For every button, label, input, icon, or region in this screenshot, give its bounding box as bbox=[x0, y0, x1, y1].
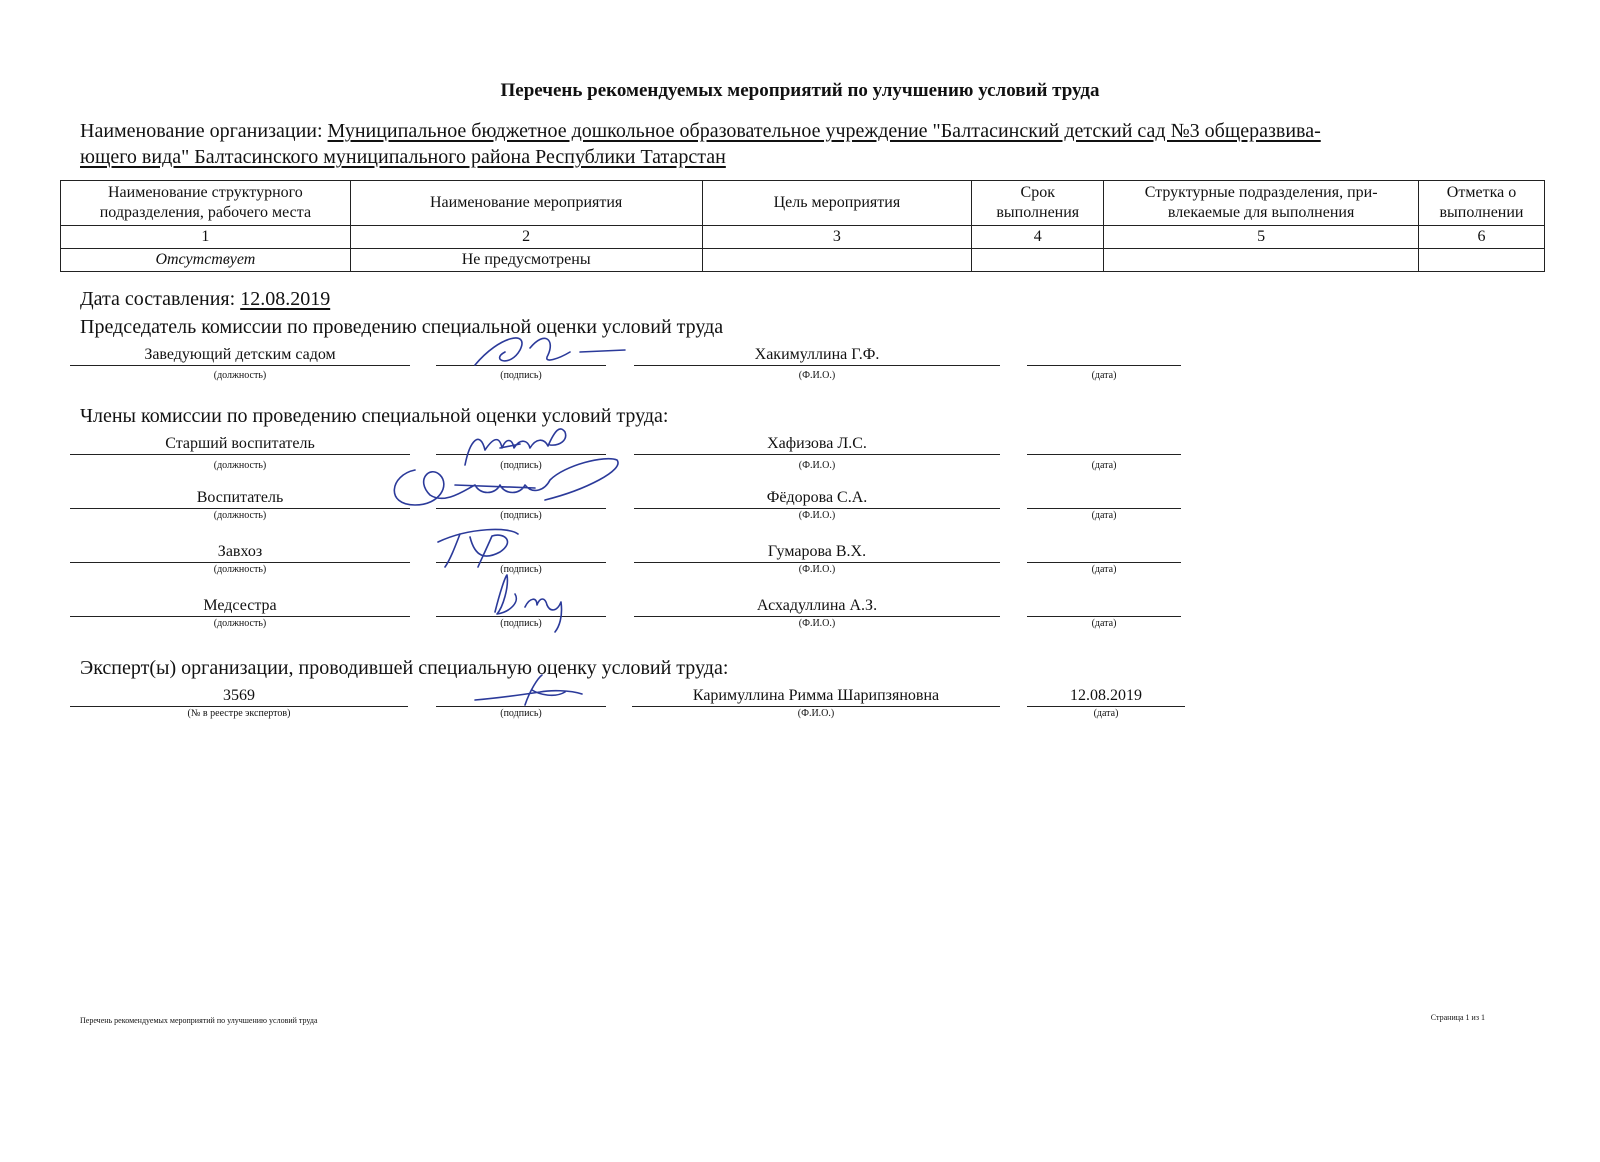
document-title: Перечень рекомендуемых мероприятий по улучшению условий труда bbox=[500, 80, 1100, 101]
member-fio: Хафизова Л.С. bbox=[634, 434, 1000, 455]
column-number: 4 bbox=[972, 226, 1104, 249]
date-compiled-label: Дата составления: bbox=[80, 288, 236, 310]
member-fio: Гумарова В.Х. bbox=[634, 542, 1000, 563]
expert-fio: Каримуллина Римма Шарипзяновна bbox=[632, 686, 1000, 707]
column-number: 1 bbox=[61, 226, 351, 249]
caption-fio: (Ф.И.О.) bbox=[798, 460, 836, 471]
member-position: Завхоз bbox=[70, 542, 410, 563]
organization-label: Наименование организации: bbox=[80, 120, 323, 142]
member-position: Старший воспитатель bbox=[70, 434, 410, 455]
member-date bbox=[1027, 488, 1181, 509]
caption-position: (должность) bbox=[213, 510, 267, 521]
footer-document-name: Перечень рекомендуемых мероприятий по улучшению условий труда bbox=[80, 1016, 318, 1025]
chairman-date bbox=[1027, 345, 1181, 366]
member-fio: Фёдорова С.А. bbox=[634, 488, 1000, 509]
caption-date: (дата) bbox=[1091, 510, 1117, 521]
member-fio: Асхадуллина А.З. bbox=[634, 596, 1000, 617]
caption-fio: (Ф.И.О.) bbox=[797, 708, 835, 719]
members-heading: Члены комиссии по проведению специальной оценки условий труда: bbox=[80, 405, 669, 427]
member-signature-mark bbox=[385, 450, 625, 515]
table-cell bbox=[1419, 249, 1545, 272]
caption-signature: (подпись) bbox=[500, 564, 542, 575]
caption-signature: (подпись) bbox=[500, 708, 542, 719]
caption-signature: (подпись) bbox=[500, 460, 542, 471]
table-header-row bbox=[61, 181, 1545, 226]
date-compiled bbox=[80, 288, 330, 311]
caption-date: (дата) bbox=[1091, 564, 1117, 575]
chairman-position: Заведующий детским садом bbox=[70, 345, 410, 366]
chairman-fio: Хакимуллина Г.Ф. bbox=[634, 345, 1000, 366]
caption-position: (должность) bbox=[213, 618, 267, 629]
caption-fio: (Ф.И.О.) bbox=[798, 618, 836, 629]
expert-signature-mark bbox=[470, 670, 590, 710]
caption-registry: (№ в реестре экспертов) bbox=[187, 708, 291, 719]
caption-fio: (Ф.И.О.) bbox=[798, 564, 836, 575]
chairman-signature-mark bbox=[470, 330, 630, 370]
header-cell-deadline: Срок выполнения bbox=[972, 181, 1104, 226]
caption-date: (дата) bbox=[1093, 708, 1119, 719]
caption-fio: (Ф.И.О.) bbox=[798, 510, 836, 521]
header-cell-departments: Структурные подразделения, при- влекаемые для выполнения bbox=[1104, 181, 1419, 226]
date-compiled-value: 12.08.2019 bbox=[240, 288, 331, 310]
caption-fio: (Ф.И.О.) bbox=[798, 370, 836, 381]
caption-position: (должность) bbox=[213, 370, 267, 381]
measures-table bbox=[60, 180, 1545, 272]
table-cell: Отсутствует bbox=[61, 249, 351, 272]
organization-block bbox=[80, 118, 1520, 170]
member-date bbox=[1027, 434, 1181, 455]
table-cell bbox=[702, 249, 972, 272]
caption-position: (должность) bbox=[213, 460, 267, 471]
chairman-heading: Председатель комиссии по проведению специальной оценки условий труда bbox=[80, 316, 724, 338]
member-position: Медсестра bbox=[70, 596, 410, 617]
header-cell-completion: Отметка о выполнении bbox=[1419, 181, 1545, 226]
table-number-row bbox=[61, 226, 1545, 249]
member-position: Воспитатель bbox=[70, 488, 410, 509]
expert-heading: Эксперт(ы) организации, проводившей специальную оценку условий труда: bbox=[80, 657, 729, 679]
column-number: 3 bbox=[702, 226, 972, 249]
caption-signature: (подпись) bbox=[500, 618, 542, 629]
column-number: 2 bbox=[350, 226, 702, 249]
caption-date: (дата) bbox=[1091, 460, 1117, 471]
table-row bbox=[61, 249, 1545, 272]
caption-signature: (подпись) bbox=[500, 510, 542, 521]
column-number: 6 bbox=[1419, 226, 1545, 249]
caption-position: (должность) bbox=[213, 564, 267, 575]
member-date bbox=[1027, 542, 1181, 563]
footer-page-number: Страница 1 из 1 bbox=[1430, 1013, 1485, 1022]
header-cell-goal: Цель мероприятия bbox=[702, 181, 972, 226]
organization-name-line1: Муниципальное бюджетное дошкольное образовательное учреждение "Балтасинский детский сад №3 общеразвива- bbox=[327, 120, 1321, 142]
table-cell bbox=[1104, 249, 1419, 272]
organization-name-line2: ющего вида" Балтасинского муниципального района Республики Татарстан bbox=[80, 146, 726, 168]
expert-registry-no: 3569 bbox=[70, 686, 408, 707]
member-signature-mark bbox=[430, 522, 530, 570]
member-signature-mark bbox=[485, 572, 575, 622]
column-number: 5 bbox=[1104, 226, 1419, 249]
table-cell: Не предусмотрены bbox=[350, 249, 702, 272]
expert-date: 12.08.2019 bbox=[1027, 686, 1185, 707]
caption-date: (дата) bbox=[1091, 618, 1117, 629]
member-date bbox=[1027, 596, 1181, 617]
caption-signature: (подпись) bbox=[500, 370, 542, 381]
header-cell-measure: Наименование мероприятия bbox=[350, 181, 702, 226]
header-cell-workplace: Наименование структурного подразделения, рабочего места bbox=[61, 181, 351, 226]
table-cell bbox=[972, 249, 1104, 272]
caption-date: (дата) bbox=[1091, 370, 1117, 381]
